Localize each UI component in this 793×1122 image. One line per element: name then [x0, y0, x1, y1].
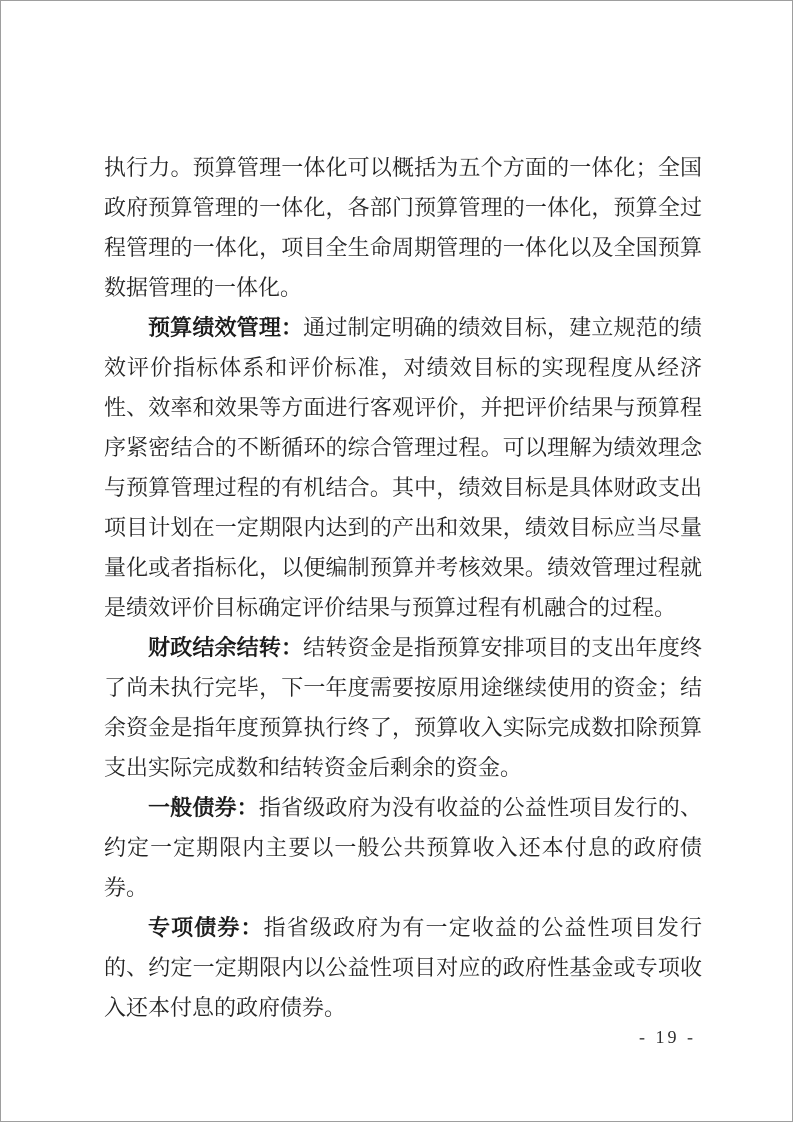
- paragraph-budget-performance: [104, 308, 702, 628]
- paragraph-text: 结转资金是指预算安排项目的支出年度终了尚未执行完毕，下一年度需要按原用途继续使用的资金；结余资金是指年度预算执行终了，预算收入实际完成数扣除预算支出实际完成数和结转资金后剩余的资金。: [104, 635, 702, 780]
- paragraph-fiscal-carryover: [104, 628, 702, 788]
- paragraph-text: 通过制定明确的绩效目标，建立规范的绩效评价指标体系和评价标准，对绩效目标的实现程度从经济性、效率和效果等方面进行客观评价，并把评价结果与预算程序紧密结合的不断循环的综合管理过程。可以理解为绩效理念与预算管理过程的有机结合。其中，绩效目标是具体财政支出项目计划在一定期限内达到的产出和效果，绩效目标应当尽量量化或者指标化，以便编制预算并考核效果。绩效管理过程就是绩效评价目标确定评价结果与预算过程有机融合的过程。: [104, 315, 702, 620]
- paragraph-term: 专项债券：: [148, 915, 264, 940]
- paragraph-term: 预算绩效管理：: [148, 315, 304, 340]
- paragraph-special-bonds: [104, 908, 702, 1028]
- paragraph-text: 指省级政府为有一定收益的公益性项目发行的、约定一定期限内以公益性项目对应的政府性基金或专项收入还本付息的政府债券。: [104, 915, 702, 1020]
- page-number: - 19 -: [639, 1027, 696, 1047]
- paragraph-general-bonds: [104, 788, 702, 908]
- document-body: [104, 148, 702, 1028]
- paragraph-continuation: [104, 148, 702, 308]
- paragraph-term: 财政结余结转：: [148, 635, 304, 660]
- paragraph-text: 指省级政府为没有收益的公益性项目发行的、约定一定期限内主要以一般公共预算收入还本付息的政府债券。: [104, 795, 702, 900]
- paragraph-text: 执行力。预算管理一体化可以概括为五个方面的一体化；全国政府预算管理的一体化，各部门预算管理的一体化，预算全过程管理的一体化，项目全生命周期管理的一体化以及全国预算数据管理的一体化。: [104, 155, 702, 300]
- paragraph-term: 一般债券：: [148, 795, 259, 820]
